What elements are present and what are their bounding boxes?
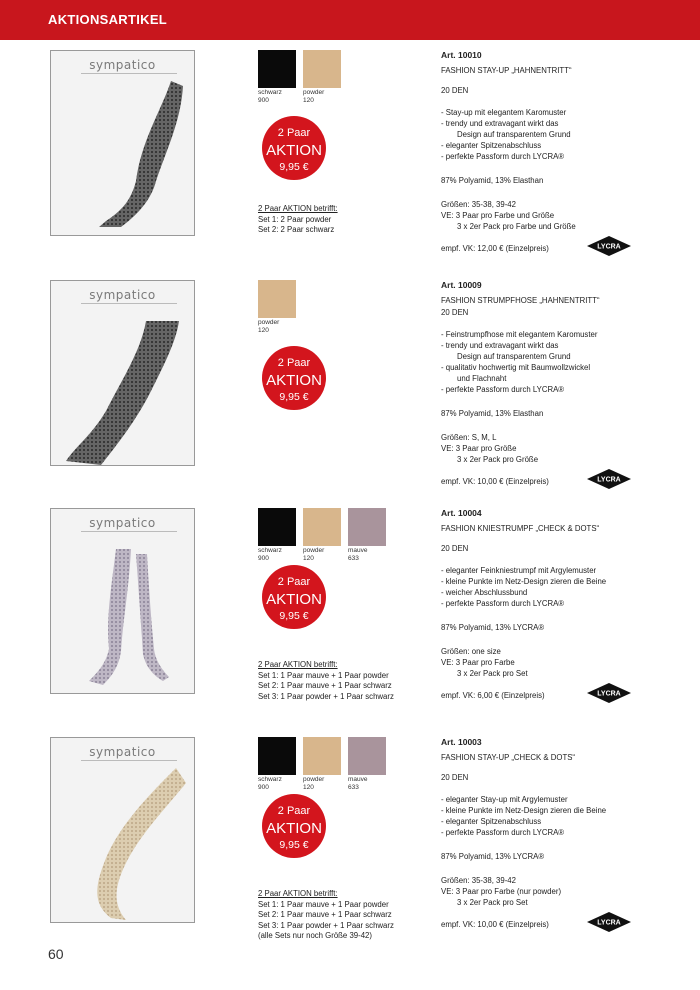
feature-item: - kleine Punkte im Netz-Design zieren die Beine: [441, 806, 607, 815]
feature-item: - perfekte Passform durch LYCRA®: [441, 828, 565, 837]
swatch-name: mauve: [348, 547, 368, 554]
swatch-label: [258, 547, 298, 562]
leg-illustration: [51, 281, 194, 466]
swatch-name: powder: [303, 776, 325, 783]
set-item: Set 1: 1 Paar mauve + 1 Paar powder: [258, 899, 389, 909]
swatch-label: [303, 776, 343, 791]
set-item: Set 1: 1 Paar mauve + 1 Paar powder: [258, 670, 389, 680]
product-name: FASHION STAY-UP „HAHNENTRITT“: [441, 66, 572, 75]
feature-item: - kleine Punkte im Netz-Design zieren die Beine: [441, 577, 607, 586]
leg-illustration: [51, 51, 194, 236]
svg-text:LYCRA: LYCRA: [597, 690, 621, 698]
swatch-name: powder: [303, 547, 325, 554]
brand-logo: sympatico: [89, 288, 156, 302]
color-swatch-powder: [303, 508, 341, 546]
badge-line2: AKTION: [266, 591, 322, 608]
aktion-badge: [262, 565, 326, 629]
product-item: [0, 508, 700, 738]
feature-item: - perfekte Passform durch LYCRA®: [441, 599, 565, 608]
product-den: 20 DEN: [441, 544, 469, 553]
header-bar: [0, 0, 700, 40]
material: 87% Polyamid, 13% Elasthan: [441, 176, 544, 185]
aktion-sets: [258, 660, 394, 702]
article-number: Art. 10003: [441, 737, 482, 747]
product-photo: [50, 508, 195, 694]
set-item: (alle Sets nur noch Größe 39-42): [258, 931, 372, 940]
product-den: 20 DEN: [441, 773, 469, 782]
color-swatch-powder: [258, 280, 296, 318]
ve: VE: 3 Paar pro Farbe: [441, 658, 515, 667]
swatch-label: [303, 547, 343, 562]
color-swatch-powder: [303, 50, 341, 88]
ve2: 3 x 2er Pack pro Set: [457, 669, 528, 678]
sets-heading: 2 Paar AKTION betrifft:: [258, 204, 338, 213]
logo-underline: [81, 303, 177, 304]
swatch-code: 120: [303, 783, 314, 791]
color-swatch-schwarz: [258, 737, 296, 775]
lycra-logo: [585, 467, 633, 491]
swatch-name: schwarz: [258, 547, 282, 554]
set-item: Set 2: 2 Paar schwarz: [258, 225, 335, 234]
feature-item: - Stay-up mit elegantem Karomuster: [441, 108, 567, 117]
set-item: Set 3: 1 Paar powder + 1 Paar schwarz: [258, 691, 394, 701]
aktion-sets: [258, 204, 338, 236]
badge-line3: 9,95 €: [279, 161, 309, 173]
badge-line1: 2 Paar: [277, 357, 311, 369]
leg-illustration: [51, 738, 194, 923]
ve: VE: 3 Paar pro Farbe (nur powder): [441, 887, 562, 896]
swatch-code: 900: [258, 554, 269, 562]
page-title: AKTIONSARTIKEL: [48, 12, 168, 27]
swatch-code: 633: [348, 783, 359, 791]
badge-line3: 9,95 €: [279, 839, 309, 851]
page-number: 60: [48, 946, 64, 962]
sizes: Größen: 35-38, 39-42: [441, 876, 516, 885]
sizes: Größen: S, M, L: [441, 433, 497, 442]
brand-logo: sympatico: [89, 745, 156, 759]
aktion-badge: [262, 346, 326, 410]
color-swatch-mauve: [348, 737, 386, 775]
price: empf. VK: 12,00 € (Einzelpreis): [441, 244, 549, 253]
color-swatch-powder: [303, 737, 341, 775]
sizes: Größen: one size: [441, 647, 501, 656]
feature-item: - eleganter Spitzenabschluss: [441, 817, 542, 826]
ve2: 3 x 2er Pack pro Set: [457, 898, 528, 907]
brand-logo: sympatico: [89, 58, 156, 72]
swatch-name: powder: [258, 319, 280, 326]
set-item: Set 1: 2 Paar powder: [258, 214, 332, 224]
feature-item: - eleganter Feinkniestrumpf mit Argylemuster: [441, 566, 597, 575]
feature-item: - eleganter Spitzenabschluss: [441, 141, 542, 150]
set-item: Set 3: 1 Paar powder + 1 Paar schwarz: [258, 920, 394, 930]
badge-line3: 9,95 €: [279, 391, 309, 403]
product-name: FASHION STRUMPFHOSE „HAHNENTRITT“: [441, 296, 600, 305]
price: empf. VK: 10,00 € (Einzelpreis): [441, 477, 549, 486]
price: empf. VK: 6,00 € (Einzelpreis): [441, 691, 545, 700]
badge-line1: 2 Paar: [277, 576, 311, 588]
ve: VE: 3 Paar pro Größe: [441, 444, 517, 453]
feature-item: - perfekte Passform durch LYCRA®: [441, 152, 565, 161]
swatch-label: [348, 776, 388, 791]
lycra-logo: [585, 234, 633, 258]
swatch-name: schwarz: [258, 89, 282, 96]
product-item: [0, 280, 700, 510]
product-name: FASHION STAY-UP „CHECK & DOTS“: [441, 753, 576, 762]
feature-item: - eleganter Stay-up mit Argylemuster: [441, 795, 568, 804]
swatch-code: 120: [258, 326, 269, 334]
feature-item: - Feinstrumpfhose mit elegantem Karomuster: [441, 330, 598, 339]
feature-item: - weicher Abschlussbund: [441, 588, 528, 597]
swatch-label: [258, 319, 298, 334]
product-photo: [50, 737, 195, 923]
material: 87% Polyamid, 13% LYCRA®: [441, 852, 545, 861]
leg-illustration: [51, 509, 194, 694]
swatch-label: [258, 776, 298, 791]
ve2: 3 x 2er Pack pro Größe: [457, 455, 539, 464]
swatch-code: 120: [303, 96, 314, 104]
color-swatch-mauve: [348, 508, 386, 546]
feature-item: - trendy und extravagant wirkt das: [441, 119, 559, 128]
sets-heading: 2 Paar AKTION betrifft:: [258, 889, 338, 898]
badge-line3: 9,95 €: [279, 610, 309, 622]
color-swatch-schwarz: [258, 50, 296, 88]
lycra-logo: [585, 910, 633, 934]
swatch-name: mauve: [348, 776, 368, 783]
product-den: 20 DEN: [441, 308, 469, 317]
ve2: 3 x 2er Pack pro Farbe und Größe: [457, 222, 576, 231]
article-number: Art. 10010: [441, 50, 482, 60]
aktion-badge: [262, 116, 326, 180]
material: 87% Polyamid, 13% Elasthan: [441, 409, 544, 418]
product-item: [0, 50, 700, 280]
product-photo: [50, 50, 195, 236]
svg-text:LYCRA: LYCRA: [597, 919, 621, 927]
swatch-label: [258, 89, 298, 104]
set-item: Set 2: 1 Paar mauve + 1 Paar schwarz: [258, 910, 392, 919]
aktion-sets: [258, 889, 394, 942]
swatch-name: powder: [303, 89, 325, 96]
swatch-label: [348, 547, 388, 562]
badge-line2: AKTION: [266, 372, 322, 389]
sets-heading: 2 Paar AKTION betrifft:: [258, 660, 338, 669]
material: 87% Polyamid, 13% LYCRA®: [441, 623, 545, 632]
article-number: Art. 10004: [441, 508, 482, 518]
feature-item: - qualitativ hochwertig mit Baumwollzwickel: [441, 363, 591, 372]
feature-item: - trendy und extravagant wirkt das: [441, 341, 559, 350]
badge-line2: AKTION: [266, 820, 322, 837]
product-photo: [50, 280, 195, 466]
swatch-code: 120: [303, 554, 314, 562]
svg-text:LYCRA: LYCRA: [597, 476, 621, 484]
sizes: Größen: 35-38, 39-42: [441, 200, 516, 209]
feature-item: Design auf transparentem Grund: [457, 130, 571, 139]
set-item: Set 2: 1 Paar mauve + 1 Paar schwarz: [258, 681, 392, 690]
badge-line2: AKTION: [266, 142, 322, 159]
swatch-code: 633: [348, 554, 359, 562]
logo-underline: [81, 531, 177, 532]
badge-line1: 2 Paar: [277, 127, 311, 139]
logo-underline: [81, 760, 177, 761]
svg-text:LYCRA: LYCRA: [597, 243, 621, 251]
feature-item: - perfekte Passform durch LYCRA®: [441, 385, 565, 394]
swatch-code: 900: [258, 96, 269, 104]
swatch-name: schwarz: [258, 776, 282, 783]
swatch-label: [303, 89, 343, 104]
product-item: [0, 737, 700, 967]
feature-item: und Flachnaht: [457, 374, 507, 383]
logo-underline: [81, 73, 177, 74]
badge-line1: 2 Paar: [277, 805, 311, 817]
lycra-logo: [585, 681, 633, 705]
product-name: FASHION KNIESTRUMPF „CHECK & DOTS“: [441, 524, 600, 533]
price: empf. VK: 10,00 € (Einzelpreis): [441, 920, 549, 929]
article-number: Art. 10009: [441, 280, 482, 290]
product-den: 20 DEN: [441, 86, 469, 95]
ve: VE: 3 Paar pro Farbe und Größe: [441, 211, 555, 220]
color-swatch-schwarz: [258, 508, 296, 546]
aktion-badge: [262, 794, 326, 858]
feature-item: Design auf transparentem Grund: [457, 352, 571, 361]
swatch-code: 900: [258, 783, 269, 791]
brand-logo: sympatico: [89, 516, 156, 530]
